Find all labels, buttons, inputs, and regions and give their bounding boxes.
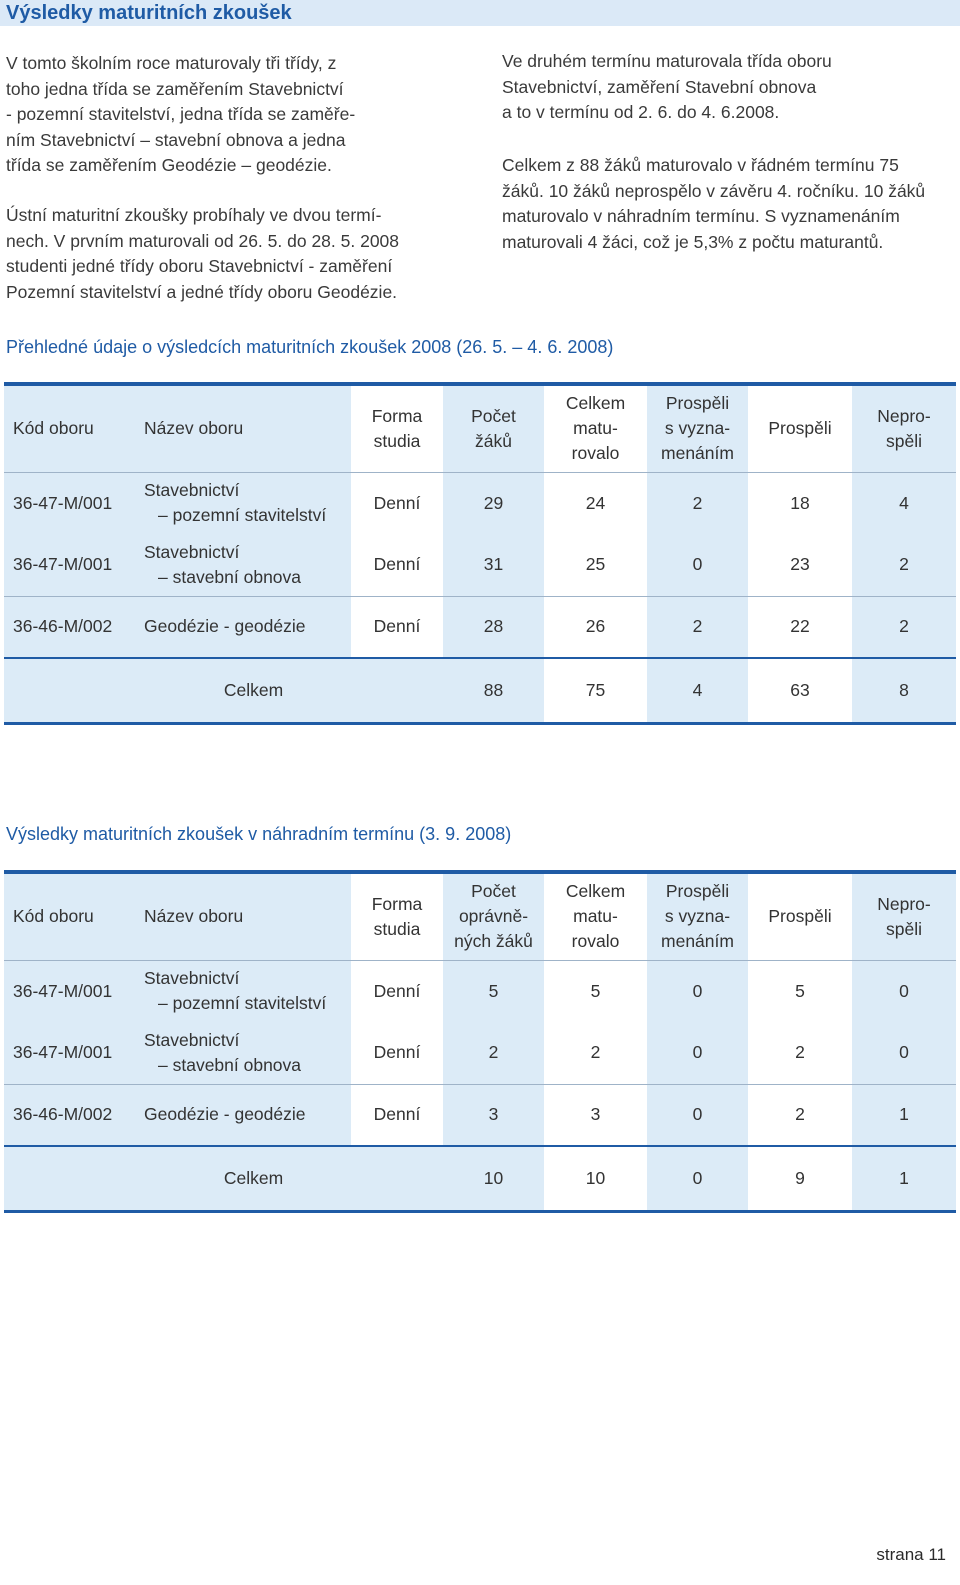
cell-name: Stavebnictví – stavební obnova bbox=[135, 1022, 351, 1084]
cell-value: 3 bbox=[544, 1084, 647, 1146]
total-value: 10 bbox=[544, 1146, 647, 1211]
total-row bbox=[4, 1146, 956, 1211]
header-prospeli: Prospěli bbox=[748, 384, 852, 472]
results-table-substitute bbox=[4, 870, 956, 1213]
cell-code: 36-47-M/001 bbox=[4, 1022, 135, 1084]
cell-code: 36-47-M/001 bbox=[4, 534, 135, 596]
cell-name: Stavebnictví – pozemní stavitelství bbox=[135, 960, 351, 1022]
cell-value: 2 bbox=[852, 596, 956, 658]
cell-code: 36-47-M/001 bbox=[4, 472, 135, 534]
header-neprospeli: Nepro- spěli bbox=[852, 384, 956, 472]
header-prospeli-s-vyznamenanim: Prospěli s vyzna- menáním bbox=[647, 384, 748, 472]
text-line: Ústní maturitní zkoušky probíhaly ve dvou termí- bbox=[6, 205, 382, 225]
cell-form: Denní bbox=[351, 596, 443, 658]
cell-value: 1 bbox=[852, 1084, 956, 1146]
total-value: 88 bbox=[443, 658, 544, 723]
cell-value: 5 bbox=[748, 960, 852, 1022]
total-value: 10 bbox=[443, 1146, 544, 1211]
summary-paragraph bbox=[502, 153, 925, 255]
total-value: 8 bbox=[852, 658, 956, 723]
text-line: maturovalo v náhradním termínu. S vyznamenáním bbox=[502, 206, 900, 226]
header-prospeli: Prospěli bbox=[748, 872, 852, 960]
header-pocet-opravnenych-zaku: Počet oprávně- ných žáků bbox=[443, 872, 544, 960]
cell-value: 22 bbox=[748, 596, 852, 658]
cell-value: 0 bbox=[852, 1022, 956, 1084]
cell-code: 36-46-M/002 bbox=[4, 1084, 135, 1146]
table-row bbox=[4, 1022, 956, 1084]
table2-title: Výsledky maturitních zkoušek v náhradním termínu (3. 9. 2008) bbox=[6, 824, 512, 844]
total-label: Celkem bbox=[4, 658, 443, 723]
table1-title: Přehledné údaje o výsledcích maturitních zkoušek 2008 (26. 5. – 4. 6. 2008) bbox=[6, 337, 614, 357]
text-line: žáků. 10 žáků neprospělo v závěru 4. ročníku. 10 žáků bbox=[502, 180, 926, 201]
cell-value: 2 bbox=[443, 1022, 544, 1084]
header-celkem-maturovalo: Celkem matu- rovalo bbox=[544, 384, 647, 472]
cell-code: 36-46-M/002 bbox=[4, 596, 135, 658]
text-line: ním Stavebnictví – stavební obnova a jedna bbox=[6, 129, 346, 150]
text-line: Pozemní stavitelství a jedné třídy oboru Geodézie. bbox=[6, 281, 398, 302]
cell-value: 3 bbox=[443, 1084, 544, 1146]
text-line: Stavebnictví, zaměření Stavební obnova bbox=[502, 76, 817, 97]
cell-value: 0 bbox=[852, 960, 956, 1022]
cell-value: 26 bbox=[544, 596, 647, 658]
header-kod-oboru: Kód oboru bbox=[4, 384, 135, 472]
header-nazev-oboru: Název oboru bbox=[135, 872, 351, 960]
text-line: Celkem z 88 žáků maturovalo v řádném termínu 75 bbox=[502, 155, 899, 175]
intro-paragraph bbox=[6, 51, 355, 179]
cell-value: 24 bbox=[544, 472, 647, 534]
cell-value: 29 bbox=[443, 472, 544, 534]
header-forma-studia: Forma studia bbox=[351, 384, 443, 472]
header-row bbox=[4, 872, 956, 960]
cell-name: Geodézie - geodézie bbox=[135, 1084, 351, 1146]
total-value: 63 bbox=[748, 658, 852, 723]
text-line: a to v termínu od 2. 6. do 4. 6.2008. bbox=[502, 102, 780, 122]
text-line: - pozemní stavitelství, jedna třída se zaměře- bbox=[6, 104, 356, 124]
cell-value: 25 bbox=[544, 534, 647, 596]
text-line: toho jedna třída se zaměřením Stavebnictví bbox=[6, 78, 344, 99]
cell-value: 0 bbox=[647, 1022, 748, 1084]
total-value: 9 bbox=[748, 1146, 852, 1211]
cell-value: 2 bbox=[544, 1022, 647, 1084]
table-row bbox=[4, 596, 956, 658]
total-row bbox=[4, 658, 956, 723]
header-nazev-oboru: Název oboru bbox=[135, 384, 351, 472]
cell-value: 0 bbox=[647, 960, 748, 1022]
total-value: 1 bbox=[852, 1146, 956, 1211]
page-title: Výsledky maturitních zkoušek bbox=[6, 2, 292, 24]
total-value: 75 bbox=[544, 658, 647, 723]
total-value: 0 bbox=[647, 1146, 748, 1211]
cell-name: Geodézie - geodézie bbox=[135, 596, 351, 658]
text-line: V tomto školním roce maturovaly tři třídy, z bbox=[6, 53, 337, 73]
table-row bbox=[4, 472, 956, 534]
header-prospeli-s-vyznamenanim: Prospěli s vyzna- menáním bbox=[647, 872, 748, 960]
cell-value: 23 bbox=[748, 534, 852, 596]
cell-value: 2 bbox=[647, 596, 748, 658]
cell-value: 2 bbox=[748, 1022, 852, 1084]
cell-value: 2 bbox=[748, 1084, 852, 1146]
cell-value: 2 bbox=[647, 472, 748, 534]
table-row bbox=[4, 1084, 956, 1146]
cell-value: 4 bbox=[852, 472, 956, 534]
cell-form: Denní bbox=[351, 534, 443, 596]
cell-value: 2 bbox=[852, 534, 956, 596]
cell-form: Denní bbox=[351, 1022, 443, 1084]
page-number: strana 11 bbox=[876, 1545, 946, 1564]
header-neprospeli: Nepro- spěli bbox=[852, 872, 956, 960]
header-kod-oboru: Kód oboru bbox=[4, 872, 135, 960]
text-line: studenti jedné třídy oboru Stavebnictví - zaměření bbox=[6, 256, 393, 276]
text-line: maturovali 4 žáci, což je 5,3% z počtu maturantů. bbox=[502, 231, 884, 252]
total-label: Celkem bbox=[4, 1146, 443, 1211]
cell-name: Stavebnictví – stavební obnova bbox=[135, 534, 351, 596]
total-value: 4 bbox=[647, 658, 748, 723]
cell-code: 36-47-M/001 bbox=[4, 960, 135, 1022]
header-row bbox=[4, 384, 956, 472]
header-pocet-zaku: Počet žáků bbox=[443, 384, 544, 472]
cell-value: 5 bbox=[443, 960, 544, 1022]
text-line: třída se zaměřením Geodézie – geodézie. bbox=[6, 155, 332, 175]
cell-value: 0 bbox=[647, 1084, 748, 1146]
table-row bbox=[4, 534, 956, 596]
cell-name: Stavebnictví – pozemní stavitelství bbox=[135, 472, 351, 534]
cell-value: 28 bbox=[443, 596, 544, 658]
cell-value: 0 bbox=[647, 534, 748, 596]
cell-form: Denní bbox=[351, 960, 443, 1022]
header-forma-studia: Forma studia bbox=[351, 872, 443, 960]
text-line: nech. V prvním maturovali od 26. 5. do 28. 5. 2008 bbox=[6, 230, 400, 251]
results-table-regular bbox=[4, 382, 956, 725]
cell-form: Denní bbox=[351, 472, 443, 534]
cell-value: 5 bbox=[544, 960, 647, 1022]
cell-form: Denní bbox=[351, 1084, 443, 1146]
text-line: Ve druhém termínu maturovala třída oboru bbox=[502, 51, 832, 71]
table-row bbox=[4, 960, 956, 1022]
second-term-paragraph bbox=[502, 49, 832, 126]
header-celkem-maturovalo: Celkem matu- rovalo bbox=[544, 872, 647, 960]
cell-value: 31 bbox=[443, 534, 544, 596]
exam-dates-paragraph bbox=[6, 203, 399, 305]
cell-value: 18 bbox=[748, 472, 852, 534]
